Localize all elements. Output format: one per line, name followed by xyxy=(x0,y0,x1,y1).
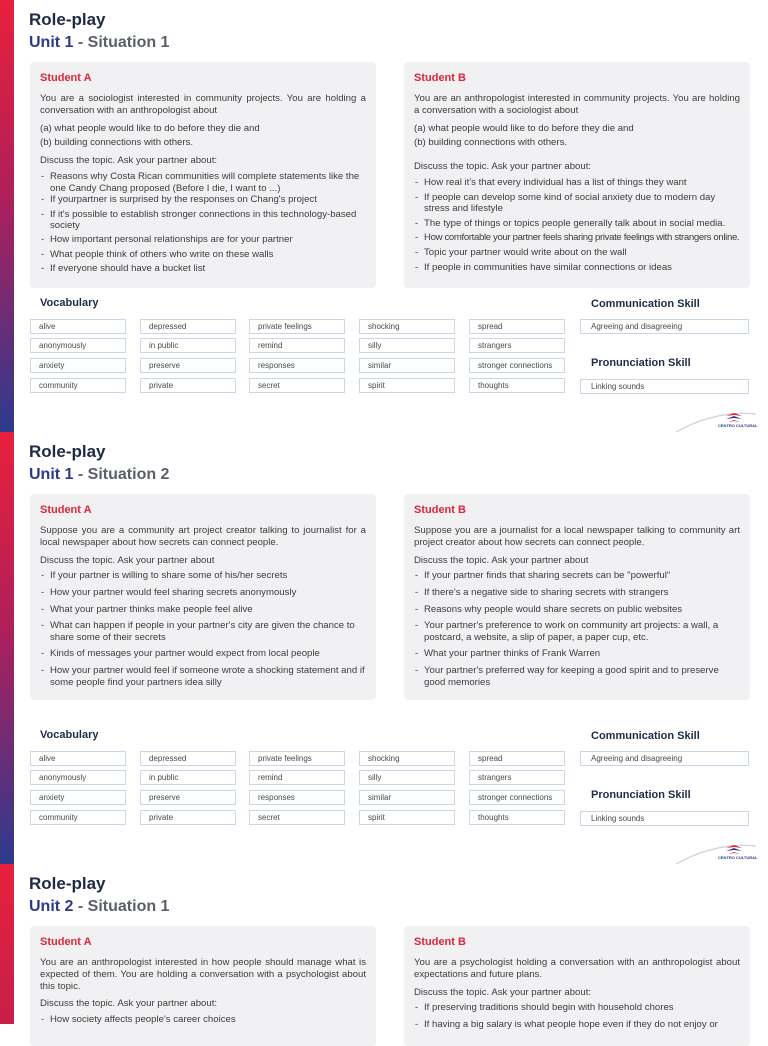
vocab-word: anxiety xyxy=(30,790,126,805)
list-item: - Your partner's preferred way for keeping a good spirit and to preserve good memories xyxy=(414,665,740,688)
sidebar-gradient xyxy=(0,0,14,432)
vocab-word: anxiety xyxy=(30,358,126,373)
vocab-word: in public xyxy=(140,770,236,785)
pronunciation-skill-label: Pronunciation Skill xyxy=(591,789,691,801)
vocab-word: private feelings xyxy=(249,319,345,334)
vocab-word: anonymously xyxy=(30,338,126,353)
vocab-word: thoughts xyxy=(469,378,565,393)
vocab-word: preserve xyxy=(140,790,236,805)
vocab-word: alive xyxy=(30,319,126,334)
list-item: - If your partner finds that sharing secrets can be "powerful" xyxy=(414,570,740,582)
vocab-word: stronger connections xyxy=(469,358,565,373)
vocab-word: anonymously xyxy=(30,770,126,785)
vocab-word: community xyxy=(30,810,126,825)
student-b-title: Student B xyxy=(414,72,466,84)
student-b-list xyxy=(414,177,740,273)
vocab-word: similar xyxy=(359,358,455,373)
situation-label: - Situation 1 xyxy=(73,34,170,51)
vocab-word: shocking xyxy=(359,751,455,766)
student-b-intro: You are a psychologist holding a conversation with an anthropologist about expectations and future plans. xyxy=(414,957,740,980)
centro-cultural-logo xyxy=(676,404,756,434)
list-item: - Kinds of messages your partner would expect from local people xyxy=(40,648,366,660)
list-item: - If having a big salary is what people hope even if they do not enjoy or xyxy=(414,1019,740,1031)
sidebar-gradient xyxy=(0,864,14,1024)
logo-text: CENTRO CULTURAL xyxy=(718,855,758,860)
list-item: - Topic your partner would write about on the wall xyxy=(414,247,740,259)
pronunciation-skill-value: Linking sounds xyxy=(580,811,749,826)
list-item: - The type of things or topics people generally talk about in social media. xyxy=(414,218,740,230)
list-item: - How your partner would feel if someone wrote a shocking statement and if some people find your partners idea silly xyxy=(40,665,366,688)
vocab-word: community xyxy=(30,378,126,393)
page-title: Role-play xyxy=(29,874,106,893)
vocab-word: strangers xyxy=(469,770,565,785)
list-item: - If people can develop some kind of social anxiety due to modern day stress and lifestyle xyxy=(414,192,740,215)
student-b-topic-b: (b) building connections with others. xyxy=(414,137,568,149)
vocab-word: secret xyxy=(249,810,345,825)
situation-label: - Situation 2 xyxy=(73,466,170,483)
situation-label: - Situation 1 xyxy=(73,898,170,915)
vocab-word: shocking xyxy=(359,319,455,334)
vocab-word: silly xyxy=(359,338,455,353)
vocab-word: spirit xyxy=(359,378,455,393)
vocabulary-label: Vocabulary xyxy=(40,297,99,309)
student-a-intro: You are an anthropologist interested in how people should manage what is expected of them. You are holding a conversation with a psychologist about this topic. xyxy=(40,957,366,992)
student-a-topic-b: (b) building connections with others. xyxy=(40,137,194,149)
list-item: - If everyone should have a bucket list xyxy=(40,263,366,275)
vocab-word: similar xyxy=(359,790,455,805)
list-item: - How comfortable your partner feels sharing private feelings with strangers online. xyxy=(414,232,740,244)
student-a-discuss: Discuss the topic. Ask your partner about: xyxy=(40,155,218,167)
student-b-list xyxy=(414,1002,740,1030)
list-item: - If people in communities have similar connections or ideas xyxy=(414,262,740,274)
student-a-card xyxy=(30,62,376,288)
list-item: - If your partner is willing to share some of his/her secrets xyxy=(40,570,366,582)
list-item: - If there's a negative side to sharing secrets with strangers xyxy=(414,587,740,599)
student-b-topic-a: (a) what people would like to do before they die and xyxy=(414,122,634,134)
page-subtitle xyxy=(29,898,169,916)
page-subtitle xyxy=(29,466,169,484)
vocabulary-label: Vocabulary xyxy=(40,729,99,741)
page-unit2-situation1 xyxy=(0,864,768,1030)
logo-text: CENTRO CULTURAL xyxy=(718,423,758,428)
student-a-list xyxy=(40,171,366,275)
student-b-list xyxy=(414,570,740,688)
student-a-title: Student A xyxy=(40,936,92,948)
vocab-word: responses xyxy=(249,358,345,373)
student-a-list xyxy=(40,1014,366,1026)
list-item: - If yourpartner is surprised by the responses on Chang's project xyxy=(40,194,366,206)
page-title: Role-play xyxy=(29,10,106,29)
vocab-word: in public xyxy=(140,338,236,353)
vocab-word: remind xyxy=(249,770,345,785)
vocab-word: thoughts xyxy=(469,810,565,825)
vocab-word: preserve xyxy=(140,358,236,373)
student-a-title: Student A xyxy=(40,72,92,84)
student-b-card xyxy=(404,926,750,1046)
list-item: - If preserving traditions should begin with household chores xyxy=(414,1002,740,1014)
page-subtitle xyxy=(29,34,169,52)
student-b-intro: You are an anthropologist interested in community projects. You are holding a conversation with a sociologist about xyxy=(414,93,740,116)
list-item: - How important personal relationships are for your partner xyxy=(40,234,366,246)
vocab-word: spread xyxy=(469,319,565,334)
communication-skill-label: Communication Skill xyxy=(591,730,700,742)
vocab-word: strangers xyxy=(469,338,565,353)
student-b-title: Student B xyxy=(414,504,466,516)
vocab-word: depressed xyxy=(140,751,236,766)
student-a-topic-a: (a) what people would like to do before they die and xyxy=(40,122,260,134)
pronunciation-skill-label: Pronunciation Skill xyxy=(591,357,691,369)
list-item: - How real it's that every individual has a list of things they want xyxy=(414,177,740,189)
vocab-word: responses xyxy=(249,790,345,805)
list-item: - How society affects people's career choices xyxy=(40,1014,366,1026)
vocab-word: depressed xyxy=(140,319,236,334)
sidebar-gradient xyxy=(0,432,14,864)
student-a-intro: You are a sociologist interested in community projects. You are holding a conversation with an anthropologist about xyxy=(40,93,366,116)
student-a-discuss: Discuss the topic. Ask your partner about: xyxy=(40,998,218,1010)
vocab-word: remind xyxy=(249,338,345,353)
centro-cultural-logo xyxy=(676,836,756,866)
unit-label: Unit 1 xyxy=(29,466,74,483)
student-b-card xyxy=(404,62,750,288)
list-item: - How your partner would feel sharing secrets anonymously xyxy=(40,587,366,599)
vocab-word: silly xyxy=(359,770,455,785)
list-item: - What your partner thinks make people feel alive xyxy=(40,604,366,616)
student-a-list xyxy=(40,570,366,688)
list-item: - What people think of others who write on these walls xyxy=(40,249,366,261)
vocab-word: spirit xyxy=(359,810,455,825)
student-b-title: Student B xyxy=(414,936,466,948)
student-b-card xyxy=(404,494,750,700)
list-item: - What can happen if people in your partner's city are given the chance to share some of their secrets xyxy=(40,620,366,643)
unit-label: Unit 1 xyxy=(29,34,74,51)
vocab-word: private xyxy=(140,810,236,825)
communication-skill-value: Agreeing and disagreeing xyxy=(580,319,749,334)
student-b-discuss: Discuss the topic. Ask your partner about xyxy=(414,554,589,566)
list-item: - What your partner thinks of Frank Warren xyxy=(414,648,740,660)
pronunciation-skill-value: Linking sounds xyxy=(580,379,749,394)
vocab-word: alive xyxy=(30,751,126,766)
list-item: - Your partner's preference to work on community art projects: a wall, a postcard, a website, a slip of paper, a paper cup, etc. xyxy=(414,620,740,643)
page-unit1-situation1 xyxy=(0,0,768,432)
list-item: - Reasons why Costa Rican communities will complete statements like the one Candy Chang proposed (Before I die, I want to ...) xyxy=(40,171,366,194)
unit-label: Unit 2 xyxy=(29,898,74,915)
vocab-word: private xyxy=(140,378,236,393)
student-a-card xyxy=(30,926,376,1046)
list-item: - If it's possible to establish stronger connections in this technology-based society xyxy=(40,209,366,232)
student-b-discuss: Discuss the topic. Ask your partner about: xyxy=(414,986,592,998)
list-item: - Reasons why people would share secrets on public websites xyxy=(414,604,740,616)
student-a-card xyxy=(30,494,376,700)
communication-skill-value: Agreeing and disagreeing xyxy=(580,751,749,766)
page-title: Role-play xyxy=(29,442,106,461)
page-unit1-situation2 xyxy=(0,432,768,864)
vocab-word: spread xyxy=(469,751,565,766)
student-a-intro: Suppose you are a community art project creator talking to journalist for a local newspaper about how secrets can connect people. xyxy=(40,525,366,548)
student-a-title: Student A xyxy=(40,504,92,516)
vocab-word: stronger connections xyxy=(469,790,565,805)
student-b-intro: Suppose you are a journalist for a local newspaper talking to community art project creator about how secrets can connect people. xyxy=(414,525,740,548)
student-b-discuss: Discuss the topic. Ask your partner about: xyxy=(414,161,592,173)
vocab-word: private feelings xyxy=(249,751,345,766)
student-a-discuss: Discuss the topic. Ask your partner about xyxy=(40,554,215,566)
communication-skill-label: Communication Skill xyxy=(591,298,700,310)
vocab-word: secret xyxy=(249,378,345,393)
